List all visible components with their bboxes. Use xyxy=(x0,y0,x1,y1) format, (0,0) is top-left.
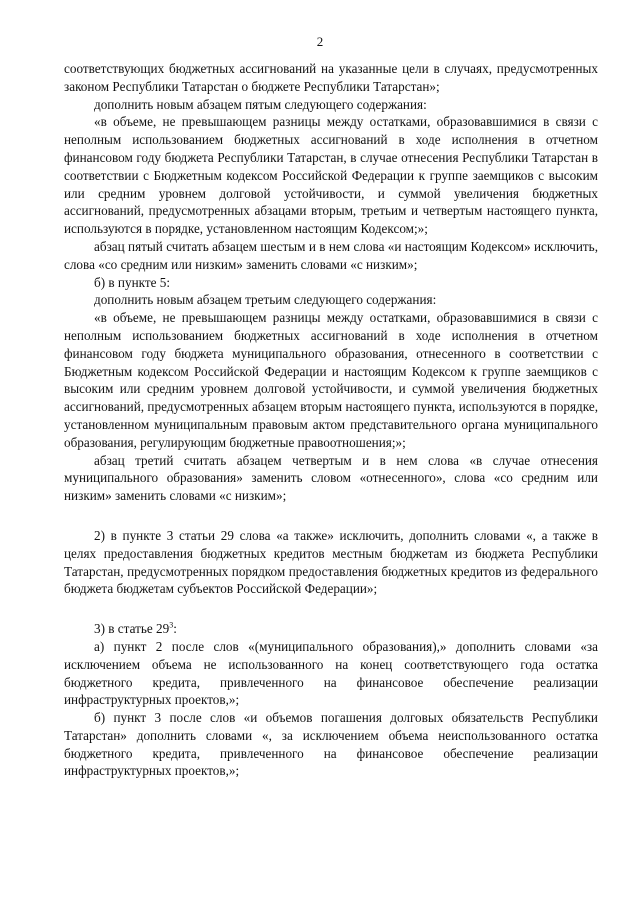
article-superscript: 3 xyxy=(169,620,174,630)
paragraph-text: «в объеме, не превышающем разницы между остатками, образовавшимися в связи с неполным использованием бюджетных ассигнований в ходе исполнения в отчетном финансовом году бюджета муниципального образования, отнесенного в соответствии с Бюджетным кодексом Российской Федерации и настоящим Кодексом к группе заемщиков с высоким или средним уровнем долговой устойчивости, и суммой увеличения бюджетных ассигнований, предусмотренных абзацем вторым настоящего пункта, используются в порядке, установленном муниципальным правовым актом представительного органа муниципального образования, регулирующим бюджетные правоотношения;»; xyxy=(64,310,598,450)
paragraph-spacer xyxy=(64,505,598,527)
paragraph-text: дополнить новым абзацем третьим следующего содержания: xyxy=(94,292,437,308)
paragraph xyxy=(64,620,598,638)
page-number: 2 xyxy=(316,34,324,49)
paragraph-text: дополнить новым абзацем пятым следующего содержания: xyxy=(94,96,427,112)
paragraph-suffix: : xyxy=(173,621,177,637)
paragraph-text: а) пункт 2 после слов «(муниципального образования),» дополнить словами «за исключением объема не использованного на конец соответствующего года остатка бюджетного кредита, привлеченного на финансовое обеспечение реализации инфраструктурных проектов,»; xyxy=(64,638,598,708)
paragraph xyxy=(64,638,598,709)
paragraph-text: 2) в пункте 3 статьи 29 слова «а также» исключить, дополнить словами «, а также в целях предоставления бюджетных кредитов местным бюджетам из бюджета Республики Татарстан, предусмотренных порядком предоставления бюджетных кредитов из федерального бюджета бюджетам субъектов Российской Федерации»; xyxy=(64,527,598,597)
paragraph xyxy=(64,309,598,451)
paragraph-text: 3) в статье 29 xyxy=(94,621,170,637)
paragraph xyxy=(64,238,598,274)
paragraph-text: абзац третий считать абзацем четвертым и в нем слова «в случае отнесения муниципального образования» заменить словом «отнесенного», слова «со средним или низким» заменить словами «с низким»; xyxy=(64,452,598,504)
paragraph xyxy=(64,527,598,598)
paragraph xyxy=(64,709,598,780)
paragraph-text: абзац пятый считать абзацем шестым и в нем слова «и настоящим Кодексом» исключить, слова «со средним или низким» заменить словами «с низким»; xyxy=(64,238,598,272)
paragraph xyxy=(64,452,598,505)
paragraph xyxy=(64,274,598,292)
document-body xyxy=(64,60,598,780)
paragraph xyxy=(64,291,598,309)
paragraph-text: б) пункт 3 после слов «и объемов погашения долговых обязательств Республики Татарстан» дополнить словами «, за исключением объема неиспользованного остатка бюджетного кредита, привлеченного на финансовое обеспечение реализации инфраструктурных проектов,»; xyxy=(64,710,598,779)
paragraph-text: б) в пункте 5: xyxy=(94,274,171,290)
paragraph xyxy=(64,113,598,238)
paragraph xyxy=(64,96,598,114)
paragraph-text: «в объеме, не превышающем разницы между остатками, образовавшимися в связи с неполным использованием бюджетных ассигнований в ходе исполнения в отчетном финансовом году бюджета Республики Татарстан, в случае отнесения Республики Татарстан в соответствии с Бюджетным кодексом Российской Федерации к группе заемщиков с высоким или средним уровнем долговой устойчивости, и суммой увеличения бюджетных ассигнований, предусмотренных абзацами вторым, третьим и четвертым настоящего пункта, используются в порядке, установленном настоящим Кодексом;»; xyxy=(64,114,598,237)
paragraph-text: соответствующих бюджетных ассигнований на указанные цели в случаях, предусмотренных законом Республики Татарстан о бюджете Республики Татарстан»; xyxy=(64,61,598,94)
paragraph-spacer xyxy=(64,598,598,620)
paragraph xyxy=(64,60,598,96)
